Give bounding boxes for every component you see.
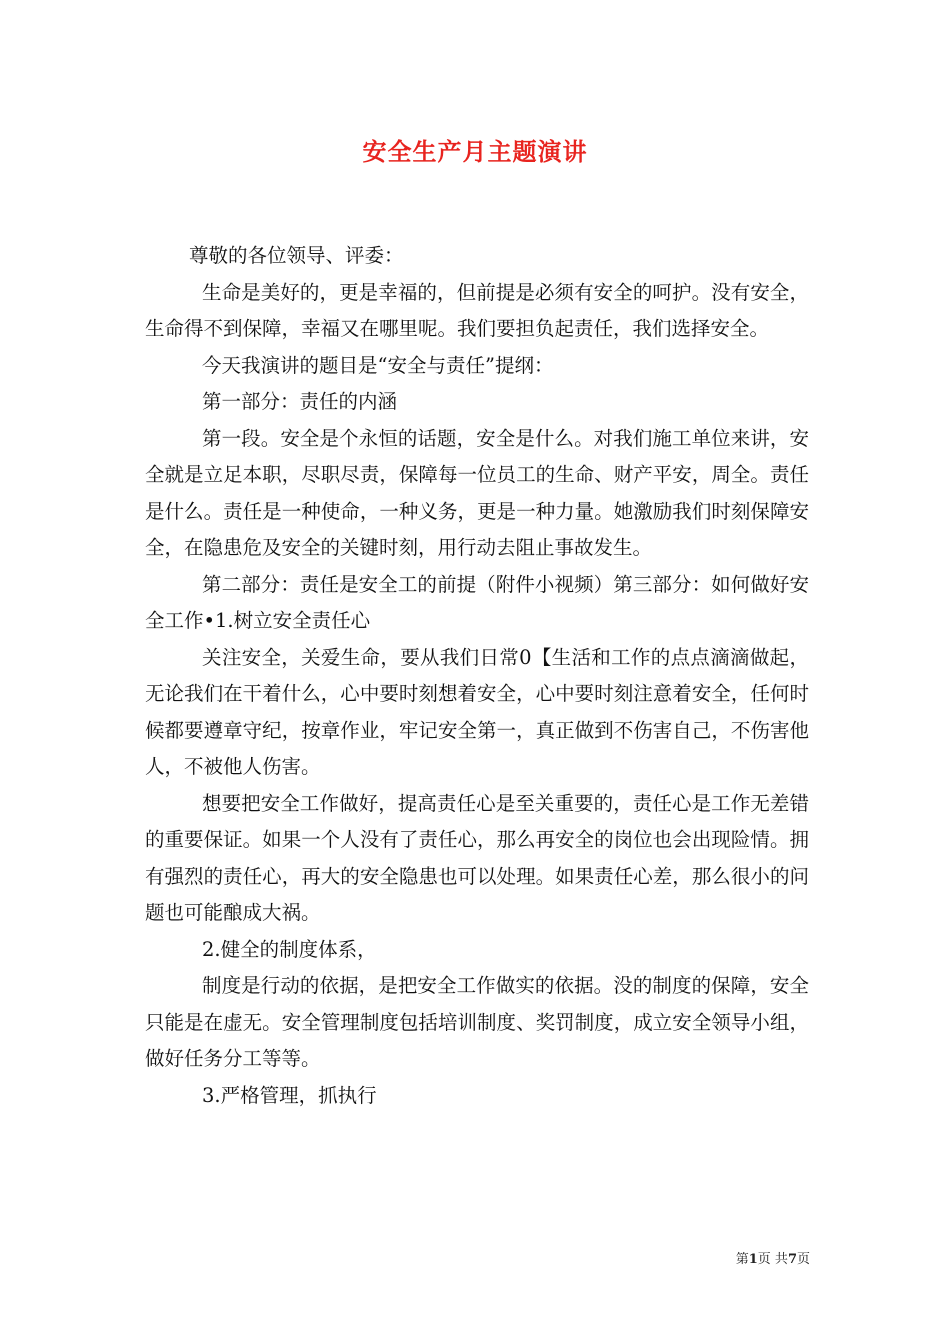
total-pages-number: 7 [787,1252,797,1267]
document-title: 安全生产月主题演讲 [362,137,588,166]
paragraph: 今天我演讲的题目是“安全与责任”提纲： [202,353,554,377]
page-footer [690,1248,810,1267]
paragraph: 关注安全，关爱生命，要从我们日常0【生活和工作的点点滴滴做起，无论我们在干着什么，心中要时刻想着安全，心中要时刻注意着安全，任何时候都要遵章守纪，按章作业，牢记安全第一，真正做到不伤害自己，不伤害他人，不被他人伤害。 [145,645,809,778]
section-heading: 第二部分：责任是安全工的前提（附件小视频）第三部分：如何做好安全工作•1.树立安全责任心 [145,572,809,632]
footer-prefix: 第 [735,1252,749,1267]
paragraph: 生命是美好的，更是幸福的，但前提是必须有安全的呵护。没有安全，生命得不到保障，幸福又在哪里呢。我们要担负起责任，我们选择安全。 [145,280,809,340]
paragraph: 第一段。安全是个永恒的话题，安全是什么。对我们施工单位来讲，安全就是立足本职，尽职尽责，保障每一位员工的生命、财产平安，周全。责任是什么。责任是一种使命，一种义务，更是一种力量。她激励我们时刻保障安全，在隐患危及安全的关键时刻，用行动去阻止事故发生。 [145,426,809,559]
document-body [145,238,809,1114]
footer-suffix: 页 [796,1252,810,1267]
paragraph: 制度是行动的依据，是把安全工作做实的依据。没的制度的保障，安全只能是在虚无。安全管理制度包括培训制度、奖罚制度，成立安全领导小组，做好任务分工等等。 [145,974,809,1070]
section-heading: 2.健全的制度体系， [202,937,377,961]
paragraph: 想要把安全工作做好，提高责任心是至关重要的，责任心是工作无差错的重要保证。如果一个人没有了责任心，那么再安全的岗位也会出现险情。拥有强烈的责任心，再大的安全隐患也可以处理。如果责任心差，那么很小的问题也可能酿成大祸。 [145,791,809,924]
greeting: 尊敬的各位领导、评委： [189,244,404,267]
section-heading: 第一部分：责任的内涵 [202,390,398,413]
footer-middle: 页 共 [757,1252,788,1267]
section-heading: 3.严格管理，抓执行 [202,1083,377,1107]
current-page-number: 1 [748,1252,758,1267]
